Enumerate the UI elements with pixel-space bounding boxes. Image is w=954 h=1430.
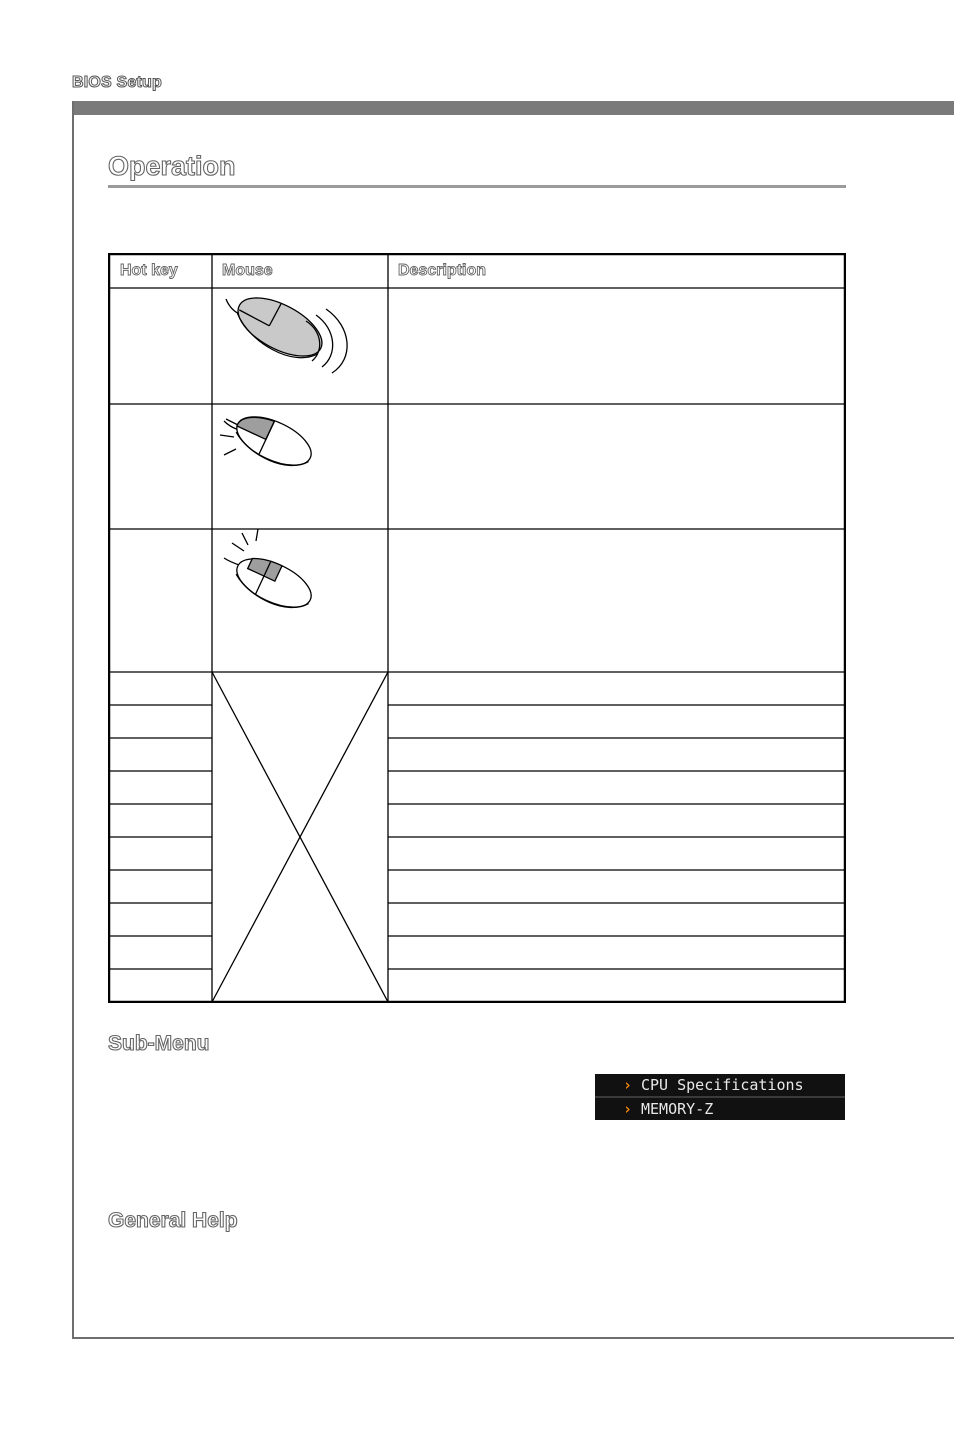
mouse-left-click-icon bbox=[220, 407, 318, 476]
running-header: BIOS Setup bbox=[72, 74, 163, 91]
general-help-title: General Help bbox=[108, 1209, 238, 1232]
submenu-item-cpu-specifications[interactable] bbox=[595, 1074, 845, 1096]
operation-title: Operation bbox=[108, 151, 236, 181]
submenu-screenshot bbox=[595, 1074, 845, 1120]
header-bar bbox=[74, 101, 954, 115]
mouse-right-click-icon bbox=[224, 529, 318, 618]
submenu-item-label: MEMORY-Z bbox=[641, 1100, 714, 1118]
hotkey-table bbox=[108, 253, 846, 1003]
operation-title-underline bbox=[108, 185, 846, 188]
submenu-item-label: CPU Specifications bbox=[641, 1076, 804, 1094]
hotkey-table-grid bbox=[108, 253, 846, 1003]
column-header-mouse: Mouse bbox=[222, 262, 273, 279]
mouse-move-icon bbox=[226, 286, 347, 373]
left-margin-rule bbox=[72, 101, 74, 1339]
chevron-right-icon: › bbox=[623, 1100, 633, 1118]
submenu-title: Sub-Menu bbox=[108, 1032, 210, 1055]
submenu-item-memory-z[interactable] bbox=[595, 1098, 845, 1120]
column-header-hotkey: Hot key bbox=[120, 262, 178, 279]
chevron-right-icon: › bbox=[623, 1076, 633, 1094]
bottom-rule bbox=[72, 1337, 954, 1339]
column-header-description: Description bbox=[398, 262, 487, 279]
